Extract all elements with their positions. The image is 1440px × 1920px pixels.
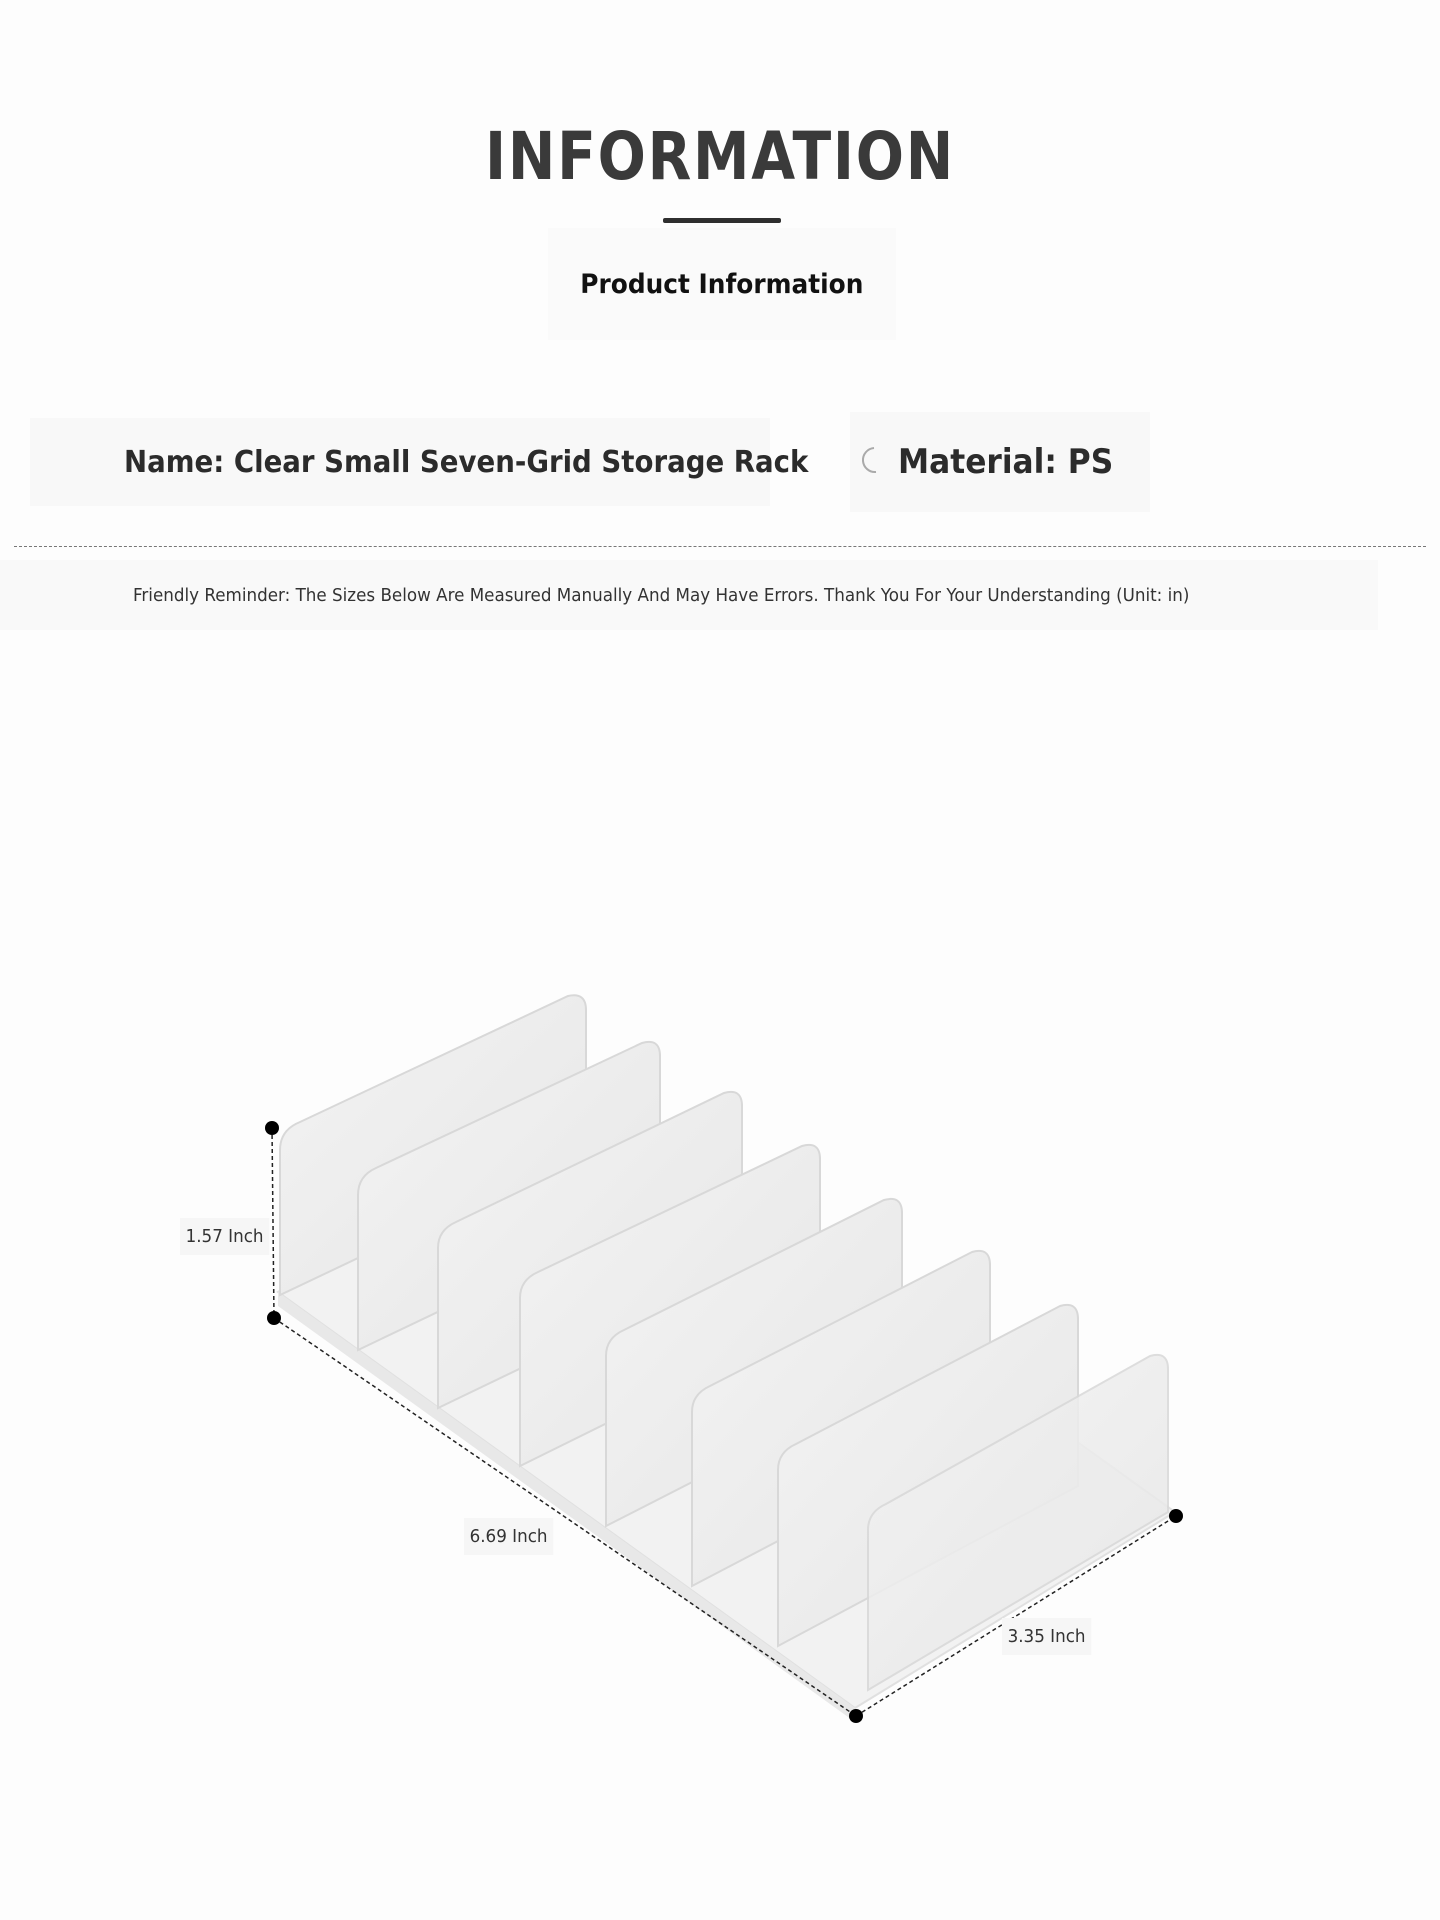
width-label: 3.35 Inch	[1002, 1618, 1091, 1655]
product-name: Name: Clear Small Seven-Grid Storage Rack	[124, 444, 809, 480]
height-label: 1.57 Inch	[180, 1218, 269, 1255]
size-reminder: Friendly Reminder: The Sizes Below Are Measured Manually And May Have Errors. Thank You For Your Understanding (Unit: in)	[133, 584, 1190, 606]
height-line	[272, 1128, 274, 1318]
page-title: INFORMATION	[485, 118, 955, 195]
product-material: Material: PS	[898, 442, 1114, 482]
measure-point	[1169, 1509, 1183, 1523]
measure-point	[265, 1121, 279, 1135]
section-subtitle: Product Information	[580, 268, 864, 300]
length-label: 6.69 Inch	[464, 1518, 553, 1555]
measure-point	[849, 1709, 863, 1723]
measure-point	[267, 1311, 281, 1325]
